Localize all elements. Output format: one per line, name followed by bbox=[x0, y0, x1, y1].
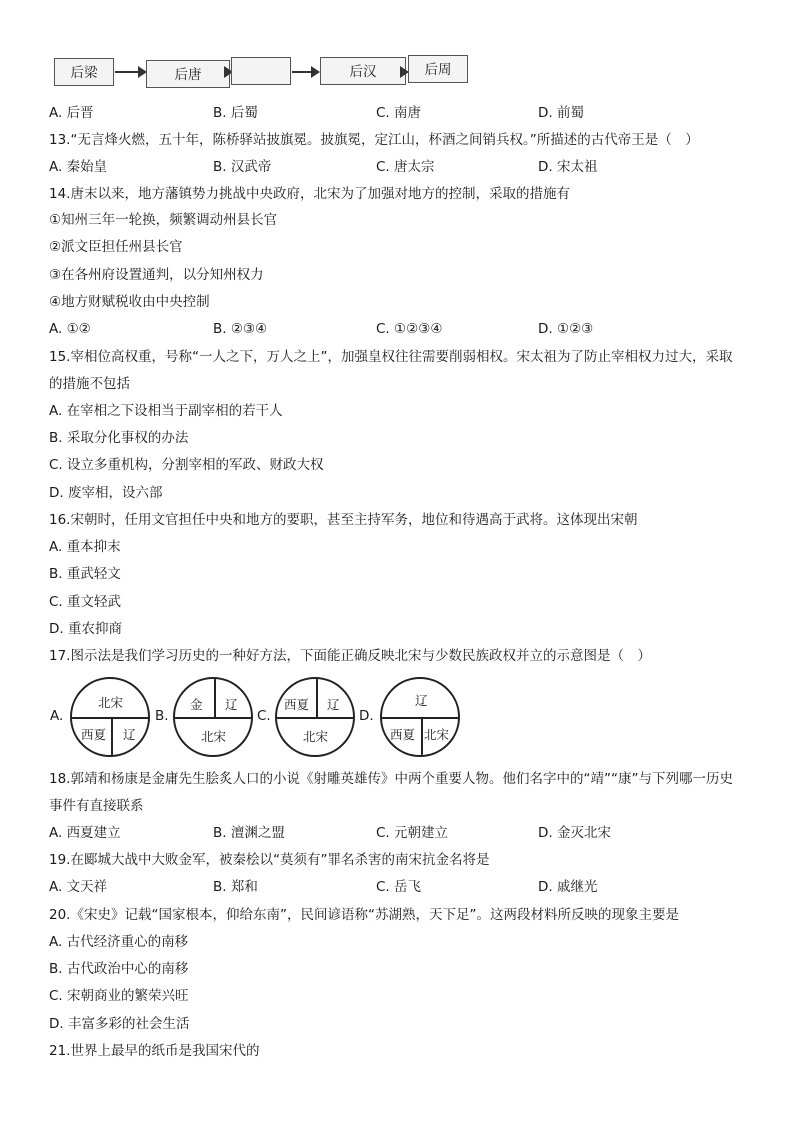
q16-option-a: A. 重本抑末 bbox=[49, 539, 121, 555]
q18-stem-line1: 18.郭靖和杨康是金庸先生脍炙人口的小说《射雕英雄传》中两个重要人物。他们名字中的“靖”“康”与下列哪一历史 bbox=[49, 771, 733, 787]
q17-diagram-b bbox=[173, 677, 253, 757]
q14-option-a: A. ①② bbox=[49, 321, 91, 337]
q15-option-b: B. 采取分化事权的办法 bbox=[49, 430, 189, 446]
q17-c-bottom: 北宋 bbox=[303, 729, 329, 744]
q14-item-4: ④地方财赋税收由中央控制 bbox=[49, 294, 210, 310]
q15-option-c: C. 设立多重机构，分割宰相的军政、财政大权 bbox=[49, 457, 324, 473]
flow-box-4: 后周 bbox=[408, 55, 468, 83]
q12-option-c: C. 南唐 bbox=[376, 105, 422, 121]
q19-stem: 19.在郾城大战中大败金军，被秦桧以“莫须有”罪名杀害的南宋抗金名将是 bbox=[49, 852, 490, 868]
flow-arrow-1 bbox=[115, 71, 145, 73]
q17-label-b: B. bbox=[155, 708, 169, 724]
q16-stem: 16.宋朝时，任用文官担任中央和地方的要职，甚至主持军务，地位和待遇高于武将。这体现出宋朝 bbox=[49, 512, 638, 528]
q17-stem: 17.图示法是我们学习历史的一种好方法，下面能正确反映北宋与少数民族政权并立的示意图是（ ） bbox=[49, 648, 651, 664]
q15-option-a: A. 在宰相之下设相当于副宰相的若干人 bbox=[49, 403, 283, 419]
q14-option-c: C. ①②③④ bbox=[376, 321, 443, 337]
q19-option-b: B. 郑和 bbox=[213, 879, 258, 895]
q15-stem-line1: 15.宰相位高权重，号称“一人之下，万人之上”，加强皇权往往需要削弱相权。宋太祖为了防止宰相权力过大，采取 bbox=[49, 349, 733, 365]
q15-option-d: D. 废宰相，设六部 bbox=[49, 485, 163, 501]
q18-option-c: C. 元朝建立 bbox=[376, 825, 449, 841]
q14-item-2: ②派文臣担任州县长官 bbox=[49, 239, 183, 255]
q16-option-b: B. 重武轻文 bbox=[49, 566, 121, 582]
q17-a-bottom-right: 辽 bbox=[123, 727, 136, 742]
flow-box-3: 后汉 bbox=[320, 57, 406, 85]
q21-stem: 21.世界上最早的纸币是我国宋代的 bbox=[49, 1043, 260, 1059]
flow-box-blank bbox=[231, 57, 291, 85]
q12-option-d: D. 前蜀 bbox=[538, 105, 584, 121]
q12-option-b: B. 后蜀 bbox=[213, 105, 258, 121]
q13-option-b: B. 汉武帝 bbox=[213, 159, 272, 175]
q16-option-c: C. 重文轻武 bbox=[49, 594, 122, 610]
q13-stem: 13.“无言烽火燃，五十年，陈桥驿站披旗冕。披旗冕，定江山，杯酒之间销兵权。”所描述的古代帝王是（ ） bbox=[49, 132, 699, 148]
q20-option-c: C. 宋朝商业的繁荣兴旺 bbox=[49, 988, 189, 1004]
q17-label-d: D. bbox=[359, 708, 374, 724]
q17-a-top: 北宋 bbox=[98, 695, 124, 710]
q19-option-a: A. 文天祥 bbox=[49, 879, 108, 895]
q17-c-top-right: 辽 bbox=[327, 697, 340, 712]
q14-item-3: ③在各州府设置通判，以分知州权力 bbox=[49, 267, 264, 283]
q16-option-d: D. 重农抑商 bbox=[49, 621, 122, 637]
q14-option-b: B. ②③④ bbox=[213, 321, 268, 337]
q13-option-a: A. 秦始皇 bbox=[49, 159, 108, 175]
q17-diagram-a bbox=[70, 677, 150, 757]
q12-option-a: A. 后晋 bbox=[49, 105, 94, 121]
q18-option-d: D. 金灭北宋 bbox=[538, 825, 611, 841]
q14-item-1: ①知州三年一轮换，频繁调动州县长官 bbox=[49, 212, 278, 228]
q19-option-d: D. 戚继光 bbox=[538, 879, 598, 895]
q17-d-top: 辽 bbox=[415, 693, 428, 708]
q20-stem: 20.《宋史》记载“国家根本，仰给东南”，民间谚语称“苏湖熟，天下足”。这两段材料所反映的现象主要是 bbox=[49, 907, 679, 923]
q14-stem: 14.唐末以来，地方藩镇势力挑战中央政府，北宋为了加强对地方的控制，采取的措施有 bbox=[49, 186, 570, 202]
q19-option-c: C. 岳飞 bbox=[376, 879, 422, 895]
q17-b-top-right: 辽 bbox=[225, 697, 238, 712]
q14-option-d: D. ①②③ bbox=[538, 321, 594, 337]
q17-b-bottom: 北宋 bbox=[201, 729, 227, 744]
q20-option-a: A. 古代经济重心的南移 bbox=[49, 934, 189, 950]
q20-option-b: B. 古代政治中心的南移 bbox=[49, 961, 189, 977]
q20-option-d: D. 丰富多彩的社会生活 bbox=[49, 1016, 190, 1032]
q17-diagram-d bbox=[380, 677, 460, 757]
q17-label-a: A. bbox=[50, 708, 64, 724]
flow-box-1: 后梁 bbox=[54, 58, 114, 86]
q17-label-c: C. bbox=[257, 708, 271, 724]
q17-c-top-left: 西夏 bbox=[284, 697, 310, 712]
q17-diagram-c bbox=[275, 677, 355, 757]
flow-arrow-3 bbox=[292, 71, 318, 73]
q18-stem-line2: 事件有直接联系 bbox=[49, 798, 144, 814]
q17-a-bottom-left: 西夏 bbox=[81, 727, 107, 742]
q17-b-top-left: 金 bbox=[190, 697, 203, 712]
q15-stem-line2: 的措施不包括 bbox=[49, 376, 130, 392]
q17-d-bottom-left: 西夏 bbox=[390, 727, 416, 742]
flow-box-2: 后唐 bbox=[146, 60, 230, 88]
q13-option-d: D. 宋太祖 bbox=[538, 159, 598, 175]
q18-option-b: B. 澶渊之盟 bbox=[213, 825, 285, 841]
q18-option-a: A. 西夏建立 bbox=[49, 825, 121, 841]
q17-d-bottom-right: 北宋 bbox=[424, 727, 450, 742]
q13-option-c: C. 唐太宗 bbox=[376, 159, 435, 175]
